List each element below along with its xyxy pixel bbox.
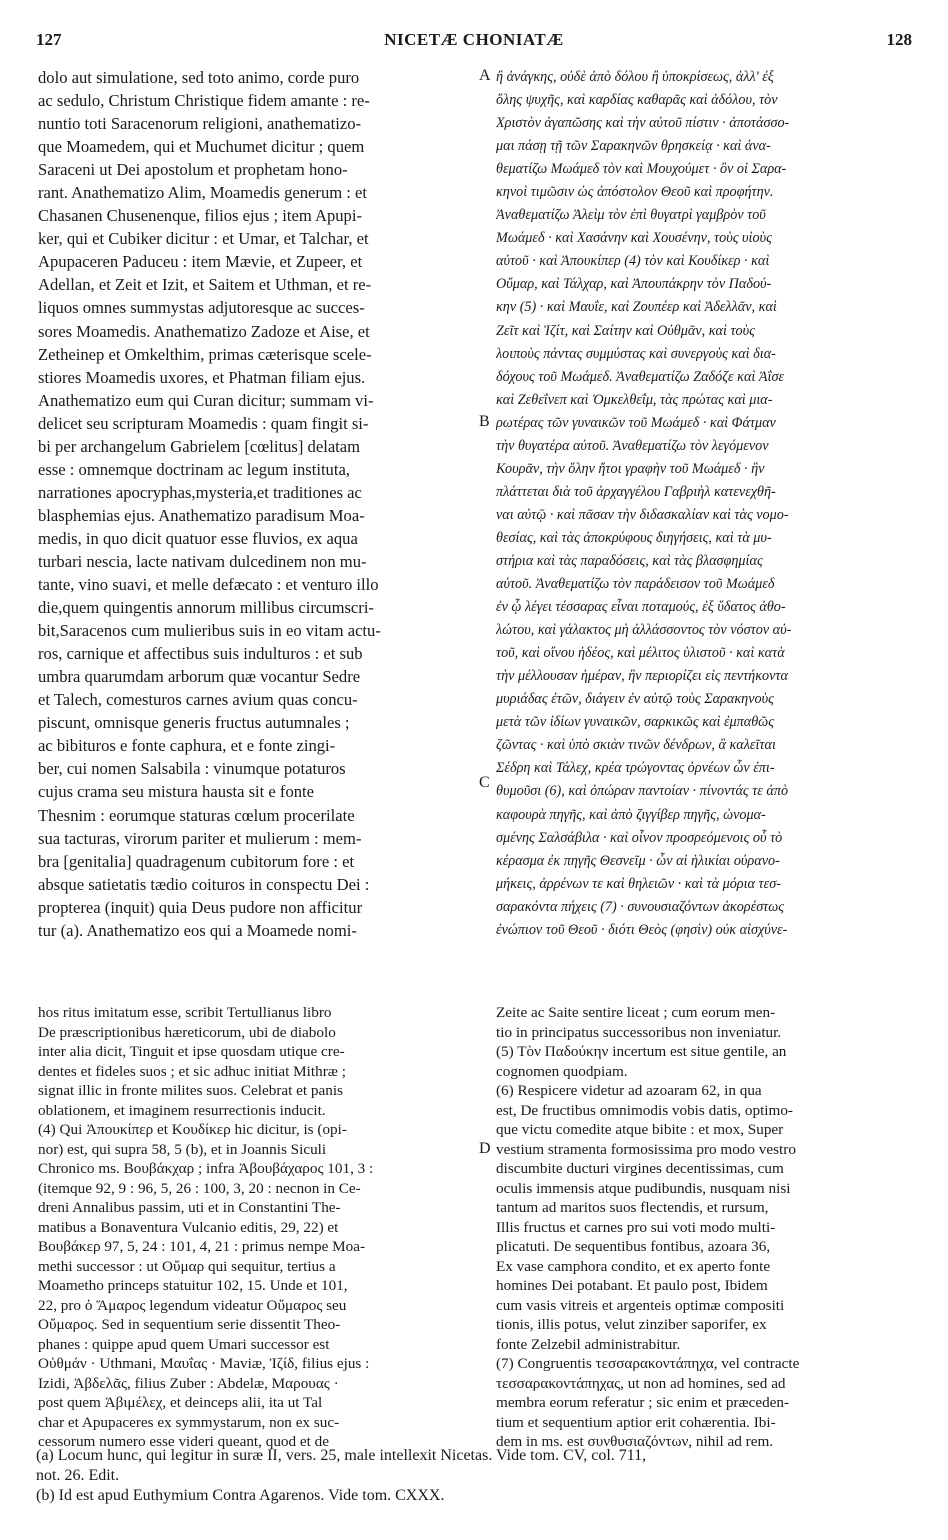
note-line: Βουβάκερ 97, 5, 24 : 101, 4, 21 : primus nempe Moa- bbox=[38, 1238, 366, 1255]
margin-letter-a: A bbox=[479, 67, 491, 84]
note-line: cessorum numero esse videri queant, quod et de bbox=[38, 1433, 330, 1450]
note-line: (4) Qui Ἀπουκίπερ et Κουδίκερ hic dicitur, is (opi- bbox=[38, 1121, 347, 1138]
note-line: que victu comedite atque bibite : et mox, Super bbox=[496, 1121, 784, 1138]
margin-letter-c: C bbox=[479, 774, 490, 791]
latin-text-line: bi per archangelum Gabrielem [cœlitus] delatam bbox=[38, 436, 361, 456]
note-line: phanes : quippe apud quem Umari successor est bbox=[38, 1335, 330, 1353]
latin-text-line: liquos omnes summystas adjutoresque ac succes- bbox=[38, 298, 365, 318]
note-line: Chronico ms. Βουβάκχαρ ; infra Ἀβουβάχαρος 101, 3 : bbox=[38, 1160, 374, 1177]
note-line: Ex vase camphora condito, et ex aperto fonte bbox=[496, 1257, 771, 1275]
greek-text-line: κην (5) · καὶ Μαυΐε, καὶ Ζουπέερ καὶ Ἀδελλᾶν, καὶ bbox=[496, 299, 777, 316]
greek-text-line: τοῦ, καὶ οἴνου ἡδέος, καὶ μέλιτος ὑλιστοῦ · καὶ κατὰ bbox=[496, 645, 785, 662]
note-line: (7) Congruentis τεσσαρακοντάπηχα, vel contracte bbox=[496, 1355, 800, 1372]
greek-text-line: καφουρὰ πηγῆς, καὶ ἀπὸ ζιγγίβερ πηγῆς, ὠνομα- bbox=[496, 806, 766, 823]
latin-text-line: cujus crama seu mistura hausta sit e fonte bbox=[38, 782, 315, 802]
latin-text-column bbox=[38, 66, 478, 942]
latin-text-line: Chasanen Chusenenque, filios ejus ; item Apupi- bbox=[38, 206, 362, 226]
greek-text-line: ὅλης ψυχῆς, καὶ καρδίας καθαρᾶς καὶ ἀδόλου, τὸν bbox=[496, 92, 778, 109]
latin-text-line: bra [genitalia] quadragenum cubitorum fore : et bbox=[38, 851, 355, 871]
note-line: τεσσαρακοντάπηχας, ut non ad homines, sed ad bbox=[496, 1374, 786, 1392]
greek-text-line: ναι αὐτῷ · καὶ πᾶσαν τὴν διδασκαλίαν καὶ τὰς νομο- bbox=[496, 506, 789, 523]
greek-text-line: σαρακόντα πήχεις (7) · συνουσιαζόντων ἀκορέστως bbox=[496, 898, 785, 915]
note-line: dreni Annalibus passim, uti et in Constantini The- bbox=[38, 1199, 341, 1216]
note-line: (6) Respicere videtur ad azoaram 62, in qua bbox=[496, 1082, 762, 1099]
greek-text-line: αὐτοῦ. Ἀναθεματίζω τὸν παράδεισον τοῦ Μωάμεδ bbox=[496, 576, 775, 593]
latin-text-line: propterea (inquit) quia Deus pudore non afficitur bbox=[38, 897, 363, 917]
greek-text-line: Χριστὸν ἀγαπῶσης καὶ τὴν αὐτοῦ πίστιν · ἀποτάσσο- bbox=[496, 115, 790, 132]
latin-text-line: Thesnim : eorumque staturas cœlum procerilate bbox=[38, 805, 355, 825]
note-line: homines Dei potabant. Et paulo post, Ibidem bbox=[496, 1277, 768, 1294]
latin-text-line: dolo aut simulatione, sed toto animo, corde puro bbox=[38, 68, 360, 87]
greek-text-line: πλάττεται διὰ τοῦ ἀρχαγγέλου Γαβριὴλ κατενεχθῆ- bbox=[496, 483, 776, 500]
note-line: tio in principatus successoribus non inveniatur. bbox=[496, 1023, 782, 1041]
note-line: matibus a Bonaventura Vulcanio editis, 29, 22) et bbox=[38, 1218, 339, 1236]
notes-left-column bbox=[38, 1003, 478, 1452]
latin-text-line: nuntio toti Saracenorum religioni, anathematizo- bbox=[38, 114, 362, 134]
note-line: Izidi, Ἀβδελᾶς, filius Zuber : Abdelæ, Μαρουας · bbox=[38, 1374, 339, 1392]
greek-text-line: λοιποὺς πάντας συμμύστας καὶ συνεργοὺς καὶ δια- bbox=[496, 345, 776, 362]
footnote-line: (b) Id est apud Euthymium Contra Agarenos. Vide tom. CXXX. bbox=[36, 1487, 445, 1504]
note-line: membra eorum referatur ; sic enim et præceden- bbox=[496, 1394, 790, 1411]
greek-text-line: ἢ ἀνάγκης, οὐδὲ ἀπὸ δόλου ἢ ὑποκρίσεως, ἀλλ' ἐξ bbox=[496, 69, 774, 85]
footnote-line: (a) Locum hunc, qui legitur in suræ II, vers. 25, male intellexit Nicetas. Vide tom. CV, col. 711, bbox=[36, 1447, 647, 1464]
latin-text-line: ber, cui nomen Salsabila : vinumque potaturos bbox=[38, 759, 346, 779]
note-line: cognomen quodpiam. bbox=[496, 1062, 628, 1080]
latin-text-line: ac sedulo, Christum Christique fidem amante : re- bbox=[38, 91, 370, 111]
latin-text-line: stiores Moamedis uxores, et Phatman filiam ejus. bbox=[38, 367, 366, 387]
greek-text-line: δόχους τοῦ Μωάμεδ. Ἀναθεματίζω Ζαδόζε καὶ Ἀΐσε bbox=[496, 368, 785, 385]
note-line: discumbite ducturi virgines decentissimas, cum bbox=[496, 1160, 784, 1177]
note-line: tantum ad maritos suos flectendis, et rursum, bbox=[496, 1199, 769, 1216]
latin-text-line: Apupaceren Paduceu : item Mævie, et Zupeer, et bbox=[38, 252, 363, 272]
note-line: 22, pro ὁ Ἄμαρος legendum videatur Οὔμαρος seu bbox=[38, 1296, 347, 1314]
latin-text-line: ker, qui et Cubiker dicitur : et Umar, et Talchar, et bbox=[38, 229, 369, 249]
greek-text-line: στήρια καὶ τὰς παραδόσεις, καὶ τὰς βλασφημίας bbox=[496, 552, 763, 569]
latin-text-line: delicet seu scripturam Moamedis : quam fingit si- bbox=[38, 413, 369, 433]
margin-letter-d: D bbox=[479, 1140, 491, 1157]
note-line: cum vasis vitreis et argenteis optimæ compositi bbox=[496, 1296, 785, 1314]
latin-text-line: Adellan, et Zeit et Izit, et Saitem et Uthman, et re- bbox=[38, 275, 372, 295]
note-line: (itemque 92, 9 : 96, 5, 26 : 100, 3, 20 : necnon in Ce- bbox=[38, 1179, 361, 1197]
note-line: plicatuti. De sequentibus fontibus, azoara 36, bbox=[496, 1238, 771, 1255]
greek-text-line: Κουρᾶν, τὴν ὅλην ἤτοι γραφὴν τοῦ Μωάμεδ · ἣν bbox=[496, 460, 765, 477]
note-line: dentes et fideles suos ; et sic adhuc initiat Mithræ ; bbox=[38, 1062, 346, 1080]
page-number-left: 127 bbox=[36, 30, 62, 49]
greek-text-line: Ζεῖτ καὶ Ἰζίτ, καὶ Σαίτην καὶ Οὐθμᾶν, καὶ τοὺς bbox=[496, 322, 755, 339]
note-line: oblationem, et imaginem resurrectionis inducit. bbox=[38, 1101, 326, 1119]
note-line: methi successor : ut Οὔμαρ qui sequitur, tertius a bbox=[38, 1257, 336, 1275]
greek-text-column bbox=[496, 66, 916, 942]
running-title: NICETÆ CHONIATÆ bbox=[384, 30, 564, 49]
greek-text-line: κηνοὶ τιμῶσιν ὡς ἀπόστολον Θεοῦ καὶ προφήτην. bbox=[496, 184, 774, 201]
latin-text-line: tur (a). Anathematizo eos qui a Moamede nomi- bbox=[38, 920, 357, 940]
note-line: oculis immensis atque pudibundis, nusquam nisi bbox=[496, 1179, 791, 1197]
note-line: inter alia dicit, Tinguit et ipse quosdam utique cre- bbox=[38, 1043, 345, 1060]
latin-text-line: sores Moamedis. Anathematizo Zadoze et Aise, et bbox=[38, 321, 370, 341]
page-number-right: 128 bbox=[886, 30, 912, 49]
latin-text-line: ac bibituros e fonte caphura, et e fonte zingi- bbox=[38, 736, 336, 756]
greek-text-line: μαι πάσῃ τῇ τῶν Σαρακηνῶν θρησκείᾳ · καὶ ἀνα- bbox=[496, 138, 771, 155]
greek-text-line: Σέδρη καὶ Τάλεχ, κρέα τρώγοντας ὀρνέων ὧν ἐπι- bbox=[496, 760, 775, 777]
latin-text-line: Saraceni ut Dei apostolum et prophetam hono- bbox=[38, 160, 348, 180]
running-header bbox=[36, 30, 912, 54]
latin-text-line: turbari nescia, lacte nativam dulcedinem non mu- bbox=[38, 551, 367, 571]
greek-text-line: μυριάδας ἐτῶν, διάγειν ἐν αὐτῷ τοὺς Σαρακηνοὺς bbox=[496, 691, 774, 708]
greek-text-line: Μωάμεδ · καὶ Χασάνην καὶ Χουσένην, τοὺς υἱοὺς bbox=[496, 230, 772, 247]
latin-text-line: Anathematizo eum qui Curan dicitur; summam vi- bbox=[38, 390, 374, 410]
note-line: char et Apupaceres ex symmystarum, non ex suc- bbox=[38, 1413, 340, 1431]
latin-text-line: die,quem quingentis annorum millibus circumscri- bbox=[38, 598, 374, 618]
greek-text-line: θεματίζω Μωάμεδ τὸν καὶ Μουχούμετ · ὃν οἱ Σαρα- bbox=[496, 161, 787, 178]
note-line: signat illic in fronte milites suos. Celebrat et panis bbox=[38, 1082, 343, 1099]
greek-text-line: μήκεις, ἀρρένων τε καὶ θηλειῶν · καὶ τὰ μόρια τεσ- bbox=[496, 875, 781, 892]
greek-text-line: λώτου, καὶ γάλακτος μὴ ἀλλάσσοντος τὸν νόστον αὐ- bbox=[496, 622, 792, 639]
note-line: est, De fructibus omnimodis vobis datis, optimo- bbox=[496, 1101, 793, 1119]
note-line: dem in ms. est συνθυσιαζόντων, nihil ad rem. bbox=[496, 1433, 774, 1450]
margin-letter-b: B bbox=[479, 413, 490, 430]
greek-text-line: τὴν θυγατέρα αὐτοῦ. Ἀναθεματίζω τὸν λεγόμενον bbox=[496, 437, 769, 454]
greek-text-line: καὶ Ζεθεΐνεπ καὶ Ὀμκελθεΐμ, τὰς πρώτας καὶ μια- bbox=[496, 391, 773, 408]
latin-text-line: ros, carnique et affectibus suis indulturos : et sub bbox=[38, 644, 363, 664]
note-line: fonte Zelzebil administrabitur. bbox=[496, 1335, 681, 1353]
greek-text-line: αὐτοῦ · καὶ Ἀπουκίπερ (4) τὸν καὶ Κουδίκερ · καὶ bbox=[496, 253, 770, 270]
footnote-line: not. 26. Edit. bbox=[36, 1467, 120, 1484]
note-line: Zeite ac Saite sentire liceat ; cum eorum men- bbox=[496, 1004, 776, 1021]
footnotes bbox=[36, 1446, 916, 1506]
note-line: post quem Ἀβιμέλεχ, et deinceps alii, ita ut Tal bbox=[38, 1394, 323, 1411]
latin-text-line: sua tacturas, virorum pariter et mulierum : mem- bbox=[38, 828, 362, 848]
greek-text-line: σμένης Σαλσάβιλα · καὶ οἶνον προσρεόμενοις οὗ τὸ bbox=[496, 829, 783, 846]
latin-text-line: Zetheinep et Omkelthim, primas cæterisque scele- bbox=[38, 344, 372, 364]
greek-text-line: μετὰ τῶν ἰδίων γυναικῶν, σαρκικῶς καὶ ἐμπαθῶς bbox=[496, 714, 774, 731]
note-line: (5) Τὸν Παδούκην incertum est situe gentile, an bbox=[496, 1043, 787, 1060]
latin-text-line: esse : omnemque doctrinam ac legum instituta, bbox=[38, 459, 350, 479]
greek-text-line: τὴν μέλλουσαν ἡμέραν, ἣν περιορίζει εἰς πεντήκοντα bbox=[496, 668, 788, 685]
note-line: Moametho princeps statuitur 102, 15. Unde et 101, bbox=[38, 1277, 348, 1294]
latin-text-line: absque satietatis tædio coituros in conspectu Dei : bbox=[38, 874, 370, 894]
greek-text-line: Οὔμαρ, καὶ Τάλχαρ, καὶ Ἀπουπάκρην τὸν Παδού- bbox=[496, 276, 772, 293]
latin-text-line: umbra quarumdam arborum quæ vocantur Sedre bbox=[38, 667, 361, 687]
note-line: hos ritus imitatum esse, scribit Tertullianus libro bbox=[38, 1004, 332, 1021]
note-line: tium et sequentium aptior erit cohærentia. Ibi- bbox=[496, 1413, 776, 1431]
greek-text-line: θεσίας, καὶ τὰς ἀποκρύφους διηγήσεις, καὶ τὰ μυ- bbox=[496, 529, 772, 546]
greek-text-line: ζῶντας · καὶ ὑπὸ σκιὰν τινῶν δένδρων, ἃ καλεῖται bbox=[496, 737, 776, 754]
note-line: Οὔμαρος. Sed in sequentium serie dissentit Theo- bbox=[38, 1316, 341, 1333]
greek-text-line: ρωτέρας τῶν γυναικῶν τοῦ Μωάμεδ · καὶ Φάτμαν bbox=[496, 414, 776, 431]
note-line: Οὐθμάν · Uthmani, Μαυΐας · Maviæ, Ἰζίδ, filius ejus : bbox=[38, 1355, 370, 1372]
latin-text-line: et Talech, comesturos carnes avium quas concu- bbox=[38, 690, 358, 710]
greek-text-line: θυμοῦσι (6), καὶ ὀπώραν παντοίαν · πίνοντάς τε ἀπὸ bbox=[496, 783, 789, 800]
greek-text-line: Ἀναθεματίζω Ἀλεὶμ τὸν ἐπὶ θυγατρὶ γαμβρὸν τοῦ bbox=[496, 207, 766, 224]
note-line: De præscriptionibus hæreticorum, ubi de diabolo bbox=[38, 1023, 336, 1041]
greek-text-line: ἐν ᾧ λέγει τέσσαρας εἶναι ποταμούς, ἐξ ὕδατος ἀθο- bbox=[496, 599, 786, 616]
note-line: tionis, illis potus, velut zinziber saporifer, ex bbox=[496, 1316, 767, 1333]
note-line: Illis fructus et carnes pro sui voti modo multi- bbox=[496, 1218, 776, 1236]
greek-text-line: ἐνώπιον τοῦ Θεοῦ · διότι Θεὸς (φησὶν) οὐκ αἰσχύνε- bbox=[496, 921, 788, 938]
notes-right-column bbox=[496, 1003, 914, 1452]
note-line: nor) est, qui supra 58, 5 (b), et in Joannis Siculi bbox=[38, 1140, 327, 1158]
latin-text-line: piscunt, omnisque generis fructus autumnales ; bbox=[38, 713, 350, 733]
latin-text-line: tante, vino suavi, et melle defæcato : et venturo illo bbox=[38, 575, 379, 595]
latin-text-line: medis, in quo dicit quatuor esse fluvios, ex aqua bbox=[38, 528, 358, 548]
latin-text-line: rant. Anathematizo Alim, Moamedis generum : et bbox=[38, 183, 368, 203]
greek-text-line: κέρασμα ἐκ πηγῆς Θεσνεῖμ · ὧν αἱ ἡλικίαι οὐρανο- bbox=[496, 852, 780, 869]
latin-text-line: blasphemias ejus. Anathematizo paradisum Moa- bbox=[38, 505, 365, 525]
latin-text-line: bit,Saracenos cum mulieribus suis in eo vitam actu- bbox=[38, 621, 381, 641]
note-line: vestium stramenta formosissima pro modo vestro bbox=[496, 1140, 796, 1158]
latin-text-line: que Moamedem, qui et Muchumet dicitur ; quem bbox=[38, 137, 365, 157]
latin-text-line: narrationes apocryphas,mysteria,et traditiones ac bbox=[38, 482, 362, 502]
